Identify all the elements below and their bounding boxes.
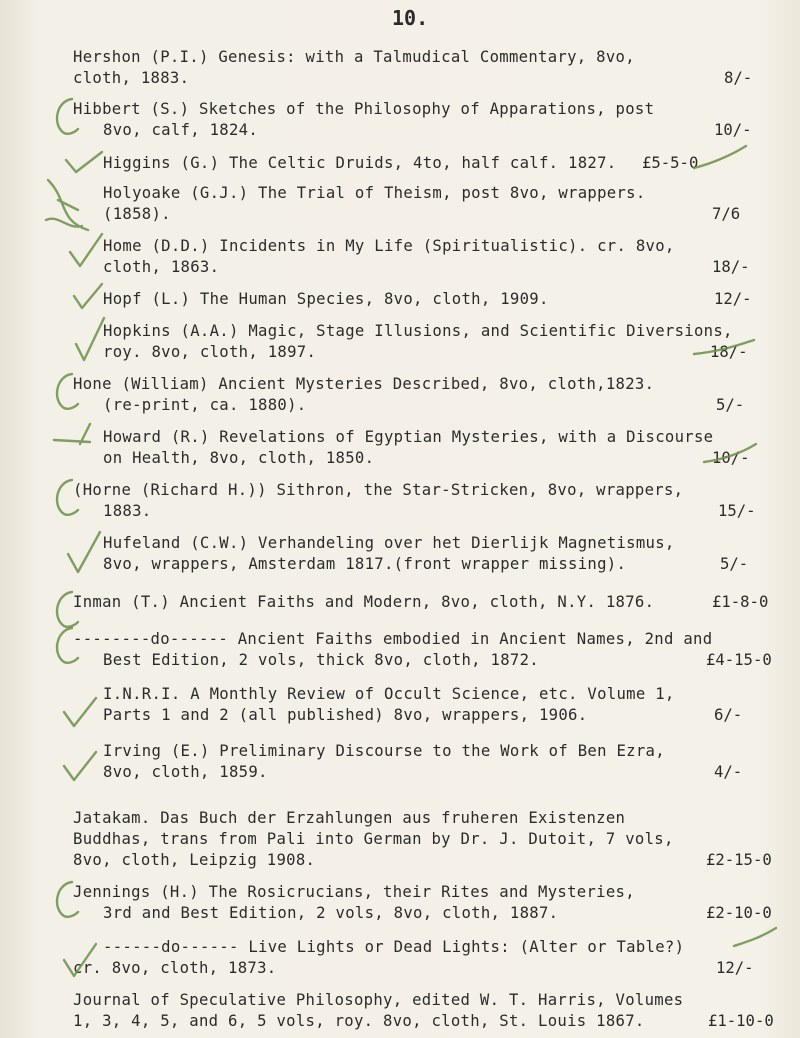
page-number: 10. [392, 6, 429, 30]
entry-price: £2-15-0 [706, 851, 772, 869]
entry-line: roy. 8vo, cloth, 1897. [103, 343, 317, 361]
check-mark-icon [60, 748, 100, 784]
entry-line: Holyoake (G.J.) The Trial of Theism, post 8vo, wrappers. [103, 184, 646, 202]
entry-price: 12/- [716, 959, 754, 977]
tick-scribble-mark-icon [730, 924, 780, 950]
entry-line: Hopkins (A.A.) Magic, Stage Illusions, and Scientific Diversions, [103, 322, 733, 340]
entry-line: cloth, 1883. [73, 69, 190, 87]
entry-line: Higgins (G.) The Celtic Druids, 4to, half calf. 1827. [103, 154, 617, 172]
check-mark-icon [60, 694, 100, 730]
entry-line: (re-print, ca. 1880). [103, 396, 307, 414]
entry-line: Buddhas, trans from Pali into German by Dr. J. Dutoit, 7 vols, [73, 830, 674, 848]
entry-price: 12/- [714, 290, 752, 308]
entry-price: 5/- [716, 396, 745, 414]
entry-line: cloth, 1863. [103, 258, 220, 276]
entry-price: £5-5-0 [642, 154, 699, 172]
entry-line: Hibbert (S.) Sketches of the Philosophy of Apparations, post [73, 100, 655, 118]
entry-line: Best Edition, 2 vols, thick 8vo, cloth, 1872. [103, 651, 539, 669]
entry-price: 5/- [720, 555, 749, 573]
entry-price: 10/- [714, 121, 752, 139]
entry-price: £2-10-0 [706, 904, 772, 922]
entry-line: Journal of Speculative Philosophy, edited W. T. Harris, Volumes [73, 991, 684, 1009]
check-mark-icon [60, 940, 100, 980]
circle-bracket-mark-icon [48, 624, 84, 668]
entry-price: £1-10-0 [708, 1012, 774, 1030]
circle-bracket-mark-icon [48, 370, 84, 414]
entry-line: 1, 3, 4, 5, and 6, 5 vols, roy. 8vo, cloth, St. Louis 1867. [73, 1012, 645, 1030]
entry-price: £4-15-0 [706, 651, 772, 669]
entry-line: Hershon (P.I.) Genesis: with a Talmudical Commentary, 8vo, [73, 48, 635, 66]
entry-line: --------do------ Ancient Faiths embodied in Ancient Names, 2nd and [73, 630, 713, 648]
entry-price: 7/6 [712, 205, 741, 223]
entry-line: Inman (T.) Ancient Faiths and Modern, 8vo, cloth, N.Y. 1876. [73, 593, 655, 611]
circle-bracket-mark-icon [48, 95, 84, 139]
entry-line: 8vo, calf, 1824. [103, 121, 259, 139]
entry-price: 4/- [714, 763, 743, 781]
entry-line: 1883. [103, 502, 152, 520]
entry-price: 8/- [724, 69, 753, 87]
entry-price: 18/- [710, 343, 748, 361]
entry-line: (1858). [103, 205, 171, 223]
entry-line: Hopf (L.) The Human Species, 8vo, cloth, 1909. [103, 290, 549, 308]
entry-line: 8vo, cloth, Leipzig 1908. [73, 851, 316, 869]
entry-line: Hufeland (C.W.) Verhandeling over het Dierlijk Magnetismus, [103, 534, 675, 552]
tick-scribble-mark-icon [690, 144, 750, 174]
tick-scribble-mark-icon [700, 440, 760, 466]
check-mark-icon [72, 314, 108, 364]
entry-line: Hone (William) Ancient Mysteries Described, 8vo, cloth,1823. [73, 375, 655, 393]
entry-line: Jennings (H.) The Rosicrucians, their Rites and Mysteries, [73, 883, 635, 901]
entry-line: ------do------ Live Lights or Dead Lights: (Alter or Table?) [103, 938, 685, 956]
entry-price: £1-8-0 [712, 593, 769, 611]
entry-line: Parts 1 and 2 (all published) 8vo, wrappers, 1906. [103, 706, 588, 724]
entry-line: Home (D.D.) Incidents in My Life (Spiritualistic). cr. 8vo, [103, 237, 675, 255]
entry-line: Jatakam. Das Buch der Erzahlungen aus fruheren Existenzen [73, 809, 626, 827]
check-mark-icon [64, 528, 104, 578]
tick-scribble-mark-icon [690, 330, 760, 360]
entry-line: cr. 8vo, cloth, 1873. [73, 959, 277, 977]
circle-bracket-mark-icon [48, 476, 84, 520]
check-mark-icon [66, 230, 106, 274]
entry-line: (Horne (Richard H.)) Sithron, the Star-Stricken, 8vo, wrappers, [73, 481, 684, 499]
entry-price: 6/- [714, 706, 743, 724]
check-mark-icon [70, 282, 106, 312]
entry-line: I.N.R.I. A Monthly Review of Occult Science, etc. Volume 1, [103, 685, 675, 703]
entry-price: 18/- [712, 258, 750, 276]
entry-price: 10/- [712, 449, 750, 467]
check-mark-icon [50, 420, 110, 450]
entry-line: Howard (R.) Revelations of Egyptian Mysteries, with a Discourse [103, 428, 714, 446]
entry-line: 8vo, cloth, 1859. [103, 763, 268, 781]
entry-line: Irving (E.) Preliminary Discourse to the Work of Ben Ezra, [103, 742, 665, 760]
entry-price: 15/- [718, 502, 756, 520]
entry-line: 3rd and Best Edition, 2 vols, 8vo, cloth, 1887. [103, 904, 559, 922]
entry-line: on Health, 8vo, cloth, 1850. [103, 449, 375, 467]
circle-bracket-mark-icon [48, 878, 84, 922]
entry-line: 8vo, wrappers, Amsterdam 1817.(front wrapper missing). [103, 555, 627, 573]
